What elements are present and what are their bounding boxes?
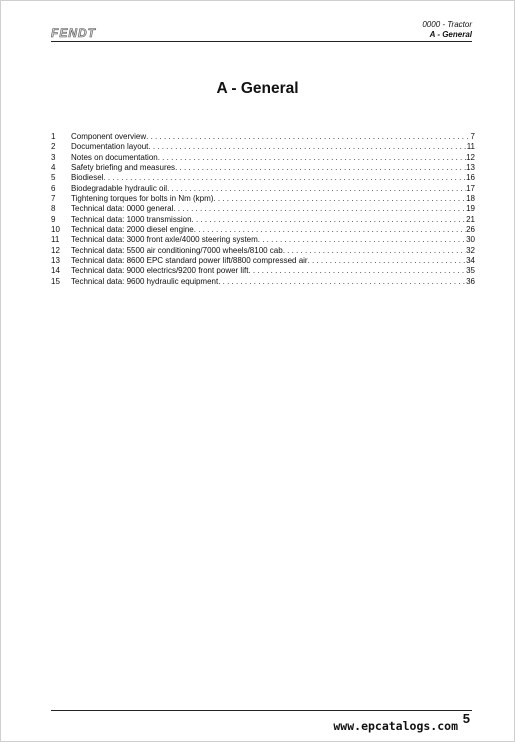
toc-dot-leader xyxy=(146,132,470,142)
toc-entry-title: Technical data: 8600 EPC standard power lift/8800 compressed air xyxy=(71,256,308,266)
page-title: A - General xyxy=(216,80,299,97)
toc-entry[interactable] xyxy=(51,235,475,245)
toc-dot-leader xyxy=(173,204,466,214)
toc-dot-leader xyxy=(158,153,466,163)
toc-entry-page: 19 xyxy=(466,204,475,214)
toc-entry-number: 4 xyxy=(51,163,56,173)
toc-entry[interactable] xyxy=(51,194,475,204)
toc-dot-leader xyxy=(103,173,466,183)
toc-entry[interactable] xyxy=(51,266,475,276)
toc-entry-title: Documentation layout xyxy=(71,142,149,152)
section-title: A - General xyxy=(429,30,472,39)
toc-entry-title: Technical data: 0000 general xyxy=(71,204,174,214)
toc-entry-title: Tightening torques for bolts in Nm (kpm) xyxy=(71,194,214,204)
page-number: 5 xyxy=(462,711,470,726)
toc-entry-title: Safety briefing and measures xyxy=(71,163,176,173)
toc-entry[interactable] xyxy=(51,163,475,173)
toc-entry[interactable] xyxy=(51,225,475,235)
toc-entry-number: 10 xyxy=(51,225,60,235)
toc-entry-page: 7 xyxy=(470,132,475,141)
toc-entry[interactable] xyxy=(51,184,475,194)
toc-entry[interactable] xyxy=(51,204,475,214)
toc-dot-leader xyxy=(258,235,466,245)
toc-entry-title: Component overview xyxy=(71,132,147,141)
toc-entry-page: 21 xyxy=(466,214,475,224)
toc-entry-number: 11 xyxy=(51,235,60,245)
toc-entry-number: 9 xyxy=(51,214,56,224)
header-divider xyxy=(51,41,472,42)
toc-entry-number: 2 xyxy=(51,142,56,152)
toc-entry-number: 12 xyxy=(51,245,60,255)
toc-dot-leader xyxy=(167,184,466,194)
toc-entry-number: 1 xyxy=(51,132,56,141)
toc-entry[interactable] xyxy=(51,256,475,266)
toc-entry-page: 34 xyxy=(466,256,475,266)
toc-entry-page: 32 xyxy=(466,245,475,255)
toc-entry-page: 11 xyxy=(466,142,475,152)
toc-entry[interactable] xyxy=(51,132,475,142)
toc-entry-page: 13 xyxy=(466,163,475,173)
toc-dot-leader xyxy=(194,225,466,235)
toc-entry[interactable] xyxy=(51,142,475,152)
toc-dot-leader xyxy=(218,277,466,287)
toc-entry-title: Technical data: 1000 transmission xyxy=(71,214,192,224)
running-header xyxy=(422,20,472,40)
toc-dot-leader xyxy=(283,246,466,256)
toc-dot-leader xyxy=(248,266,466,276)
fendt-logo: FENDT xyxy=(51,26,96,40)
toc-entry-title: Technical data: 9000 electrics/9200 front power lift xyxy=(71,266,249,276)
toc-entry-page: 30 xyxy=(466,235,475,245)
toc-entry[interactable] xyxy=(51,153,475,163)
toc-entry-page: 35 xyxy=(466,266,475,276)
toc-entry-number: 14 xyxy=(51,266,60,276)
toc-entry[interactable] xyxy=(51,246,475,256)
toc-entry-title: Technical data: 9600 hydraulic equipment xyxy=(71,276,219,286)
toc-entry-number: 3 xyxy=(51,152,56,162)
footer-divider xyxy=(51,710,472,711)
toc-dot-leader xyxy=(175,163,466,173)
toc-entry-number: 7 xyxy=(51,194,56,204)
toc-entry[interactable] xyxy=(51,215,475,225)
toc-entry-page: 17 xyxy=(466,183,475,193)
toc-entry-title: Biodiesel xyxy=(71,173,104,183)
toc-entry-page: 26 xyxy=(466,225,475,235)
toc-entry-title: Technical data: 2000 diesel engine xyxy=(71,225,194,235)
toc-entry-title: Biodegradable hydraulic oil xyxy=(71,183,168,193)
toc-dot-leader xyxy=(308,256,467,266)
toc-entry-number: 5 xyxy=(51,173,56,183)
toc-entry-title: Technical data: 3000 front axle/4000 steering system xyxy=(71,235,258,245)
toc-entry[interactable] xyxy=(51,277,475,287)
toc-entry-title: Notes on documentation xyxy=(71,152,158,162)
table-of-contents xyxy=(51,132,475,287)
toc-dot-leader xyxy=(148,142,466,152)
toc-entry-number: 6 xyxy=(51,183,56,193)
toc-entry[interactable] xyxy=(51,173,475,183)
toc-entry-page: 16 xyxy=(466,173,475,183)
toc-entry-number: 8 xyxy=(51,204,56,214)
toc-entry-page: 36 xyxy=(466,276,475,286)
section-code: 0000 - Tractor xyxy=(422,20,472,29)
footer-website: www.epcatalogs.com xyxy=(333,719,458,733)
toc-entry-page: 12 xyxy=(466,152,475,162)
toc-entry-title: Technical data: 5500 air conditioning/7000 wheels/8100 cab xyxy=(71,245,283,255)
toc-dot-leader xyxy=(192,215,467,225)
toc-dot-leader xyxy=(213,194,466,204)
toc-entry-number: 13 xyxy=(51,256,60,266)
toc-entry-page: 18 xyxy=(466,194,475,204)
toc-entry-number: 15 xyxy=(51,276,60,286)
